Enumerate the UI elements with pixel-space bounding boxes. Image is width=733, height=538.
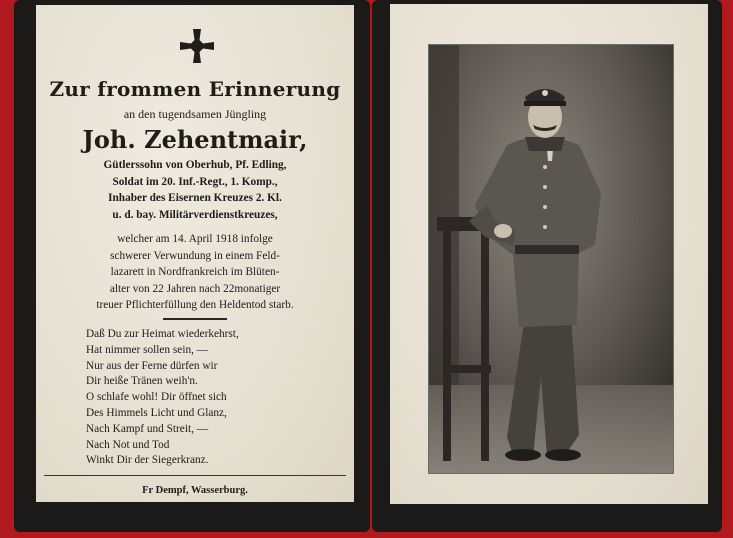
- bio-line: Inhaber des Eisernen Kreuzes 2. Kl.: [108, 192, 282, 204]
- poem-line: Hat nimmer sollen sein, —: [86, 343, 209, 356]
- soldier-photo: [428, 44, 674, 474]
- section-divider: [163, 318, 227, 320]
- deceased-name: Joh. Zehentmair,: [82, 125, 308, 154]
- death-notice: [36, 231, 354, 314]
- bio-block: [36, 157, 354, 223]
- poem-line: Dir heiße Tränen weih'n.: [86, 375, 198, 388]
- poem-line: Nach Kampf und Streit, —: [86, 422, 209, 435]
- death-line: treuer Pflichterfüllung den Heldentod starb.: [96, 299, 294, 311]
- bio-line: Gütlerssohn von Oberhub, Pf. Edling,: [103, 159, 287, 171]
- printer-imprint: Fr Dempf, Wasserburg.: [142, 485, 248, 496]
- death-line: welcher am 14. April 1918 infolge: [117, 233, 273, 245]
- memorial-poem: [86, 327, 346, 469]
- poem-line: Nur aus der Ferne dürfen wir: [86, 359, 218, 372]
- card-header: Zur frommen Erinnerung: [49, 77, 341, 101]
- iron-cross-icon: [180, 29, 214, 63]
- poem-line: Daß Du zur Heimat wiederkehrst,: [86, 328, 239, 340]
- death-line: alter von 22 Jahren nach 22monatiger: [109, 282, 281, 295]
- card-dedication: an den tugendsamen Jüngling: [123, 107, 267, 121]
- poem-line: O schlafe wohl! Dir öffnet sich: [86, 391, 227, 404]
- bio-line: u. d. bay. Militärverdienstkreuzes,: [112, 208, 278, 221]
- card-paper-left: [36, 5, 354, 502]
- poem-line: Nach Not und Tod: [86, 438, 170, 451]
- bio-line: Soldat im 20. Inf.-Regt., 1. Komp.,: [112, 175, 278, 188]
- card-paper-right: [390, 4, 708, 504]
- poem-line: Des Himmels Licht und Glanz,: [86, 406, 227, 419]
- prayer-card-right: [372, 0, 722, 532]
- printer-rule: [44, 475, 346, 476]
- prayer-card-left: [14, 0, 370, 532]
- poem-line: Winkt Dir der Siegerkranz.: [86, 454, 209, 467]
- death-line: schwerer Verwundung in einem Feld-: [110, 249, 280, 262]
- soldier-portrait-icon: [429, 45, 673, 473]
- death-line: lazarett in Nordfrankreich im Blüten-: [110, 266, 280, 278]
